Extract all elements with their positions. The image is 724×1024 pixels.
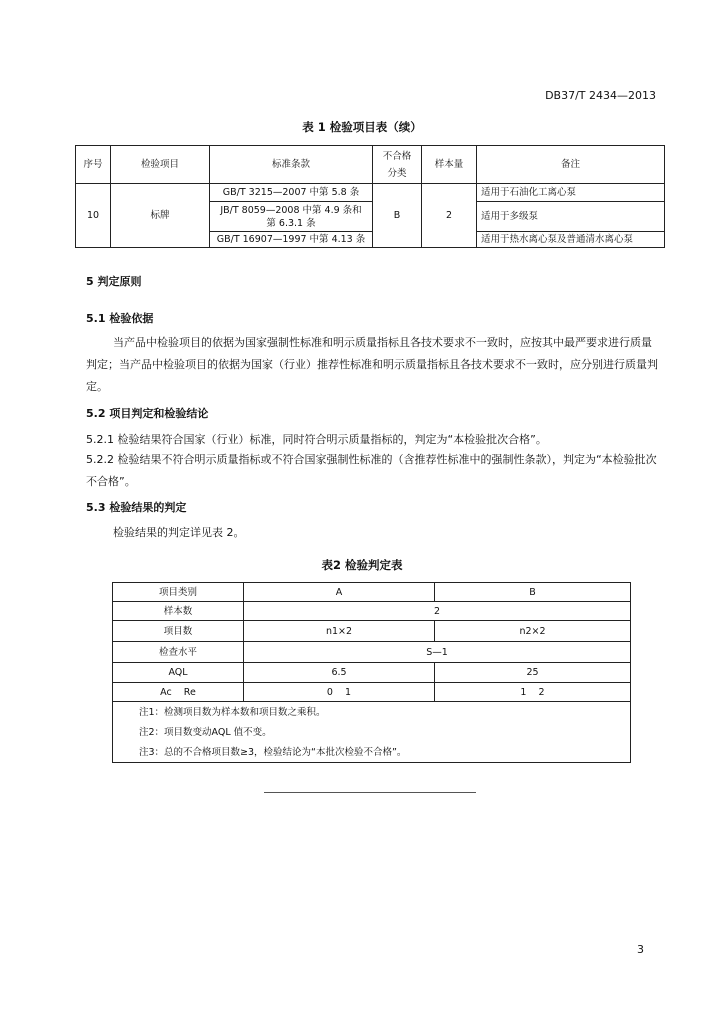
header-clause: 标准条款 [210,146,373,184]
cell-a: n1×2 [244,621,435,642]
cell-b: B [435,583,631,602]
section-heading-5-2: 5.2 项目判定和检验结论 [86,407,209,420]
section-heading-5-1: 5.1 检验依据 [86,312,154,325]
row-label: 项目数 [113,621,244,642]
table-note-row [113,722,631,742]
row-item: 标牌 [111,184,210,248]
table-note-row [113,702,631,723]
row-clause: JB/T 8059—2008 中第 4.9 条和 第 6.3.1 条 [210,202,373,232]
table-note: 注2：项目数变动AQL 值不变。 [113,722,631,742]
inspection-items-table [75,145,665,248]
table2-caption: 表2 检验判定表 [321,558,403,572]
standard-number: DB37/T 2434—2013 [545,89,656,102]
row-remark: 适用于热水离心泵及普通清水离心泵 [477,232,665,248]
table-note: 注3：总的不合格项目数≥3，检验结论为“本批次检验不合格”。 [113,742,631,763]
row-sample: 2 [422,184,477,248]
table-row [113,621,631,642]
row-category: B [373,184,422,248]
row-label: 样本数 [113,602,244,621]
row-clause: GB/T 16907—1997 中第 4.13 条 [210,232,373,248]
table-header-row [76,146,665,184]
table-row [113,583,631,602]
row-label: 项目类别 [113,583,244,602]
cell-b: 25 [435,663,631,683]
row-label: AQL [113,663,244,683]
cell-b: n2×2 [435,621,631,642]
end-rule [264,792,476,793]
row-remark: 适用于多级泵 [477,202,665,232]
table-row [113,663,631,683]
section-heading-5-3: 5.3 检验结果的判定 [86,501,187,514]
header-sample: 样本量 [422,146,477,184]
cell-b: 1 2 [435,683,631,702]
section-5-1-text: 当产品中检验项目的依据为国家强制性标准和明示质量指标且各技术要求不一致时，应按其中最严要求进行质量判定；当产品中检验项目的依据为国家（行业）推荐性标准和明示质量指标且各技术要求不一致时，应分别进行质量判定。 [86,336,658,393]
cell-merged: 2 [244,602,631,621]
row-label: 检查水平 [113,642,244,663]
table1-caption: 表 1 检验项目表（续） [302,120,422,134]
row-no: 10 [76,184,111,248]
cell-a: A [244,583,435,602]
cell-merged: S—1 [244,642,631,663]
clause-5-2-1: 5.2.1 检验结果符合国家（行业）标准，同时符合明示质量指标的，判定为“本检验批次合格”。 [86,433,547,446]
judgment-table [112,582,631,763]
table-row [113,602,631,621]
header-item: 检验项目 [111,146,210,184]
row-remark: 适用于石油化工离心泵 [477,184,665,202]
clause-5-2-2: 5.2.2 检验结果不符合明示质量指标或不符合国家强制性标准的（含推荐性标准中的强制性条款），判定为“本检验批次不合格”。 [86,453,657,488]
header-remark: 备注 [477,146,665,184]
cell-a: 6.5 [244,663,435,683]
table-note: 注1：检测项目数为样本数和项目数之乘积。 [113,702,631,723]
cell-a: 0 1 [244,683,435,702]
table-row [113,642,631,663]
row-clause: GB/T 3215—2007 中第 5.8 条 [210,184,373,202]
section-5-3-text: 检验结果的判定详见表 2。 [113,526,245,539]
row-label: Ac Re [113,683,244,702]
table-note-row [113,742,631,763]
page-number: 3 [637,943,644,956]
table-row [76,184,665,202]
section-heading-5: 5 判定原则 [86,275,142,288]
header-category: 不合格 分类 [373,146,422,184]
table-row [113,683,631,702]
header-no: 序号 [76,146,111,184]
